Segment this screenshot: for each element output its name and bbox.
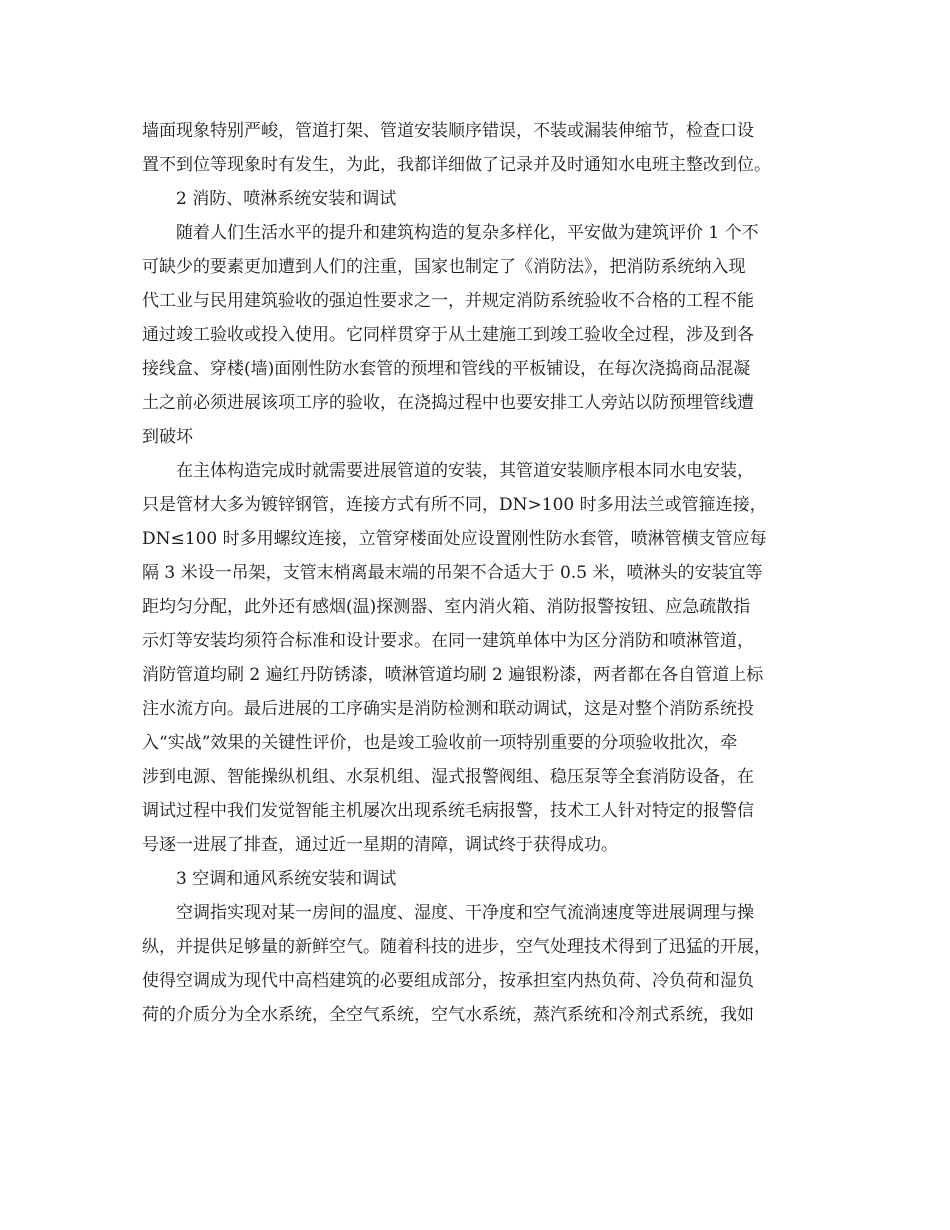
paragraph-line: 荷的介质分为全水系统，全空气系统，空气水系统，蒸汽系统和冷剂式系统，我如 [142, 1005, 754, 1025]
paragraph-line: 在主体构造完成时就需要进展管道的安装，其管道安装顺序根本同水电安装， [176, 461, 754, 481]
paragraph-line: 只是管材大多为镀锌钢管，连接方式有所不同，DN>100 时多用法兰或管箍连接， [142, 495, 767, 515]
paragraph-line: 使得空调成为现代中高档建筑的必要组成部分，按承担室内热负荷、冷负荷和湿负 [142, 971, 754, 991]
document-body [142, 114, 822, 1032]
paragraph-line: 置不到位等现象时有发生，为此，我都详细做了记录并及时通知水电班主整改到位。 [142, 155, 771, 175]
paragraph-line: 入“实战”效果的关键性评价，也是竣工验收前一项特别重要的分项验收批次，牵 [142, 733, 738, 753]
paragraph-line: 隔 3 米设一吊架，支管末梢离最末端的吊架不合适大于 0.5 米，喷淋头的安装宜等 [142, 563, 763, 583]
paragraph-line: 消防管道均刷 2 遍红丹防锈漆，喷淋管道均刷 2 遍银粉漆，两者都在各自管道上标 [142, 665, 764, 685]
paragraph-line: 到破坏 [142, 427, 193, 447]
paragraph-line: 通过竣工验收或投入使用。它同样贯穿于从土建施工到竣工验收全过程，涉及到各 [142, 325, 754, 345]
paragraph-line: 号逐一进展了排查，通过近一星期的清障，调试终于获得成功。 [142, 835, 618, 855]
paragraph-line: 随着人们生活水平的提升和建筑构造的复杂多样化，平安做为建筑评价 1 个不 [176, 223, 759, 243]
paragraph-line: 空调指实现对某一房间的温度、湿度、干净度和空气流淌速度等进展调理与操 [176, 903, 754, 923]
paragraph-line: 纵，并提供足够量的新鲜空气。随着科技的进步，空气处理技术得到了迅猛的开展， [142, 937, 771, 957]
paragraph-line: 调试过程中我们发觉智能主机屡次出现系统毛病报警，技术工人针对特定的报警信 [142, 801, 754, 821]
paragraph-line: 代工业与民用建筑验收的强迫性要求之一，并规定消防系统验收不合格的工程不能 [142, 291, 754, 311]
paragraph-line: 接线盒、穿楼(墙)面刚性防水套管的预埋和管线的平板铺设，在每次浇捣商品混凝 [142, 359, 751, 379]
paragraph-line: 墙面现象特别严峻，管道打架、管道安装顺序错误，不装或漏装伸缩节，检查口设 [142, 121, 754, 141]
section-heading: 2 消防、喷淋系统安装和调试 [176, 189, 397, 209]
section-heading: 3 空调和通风系统安装和调试 [176, 869, 397, 889]
paragraph-line: DN≤100 时多用螺纹连接，立管穿楼面处应设置刚性防水套管，喷淋管横支管应每 [142, 529, 767, 549]
paragraph-line: 可缺少的要素更加遭到人们的注重，国家也制定了《消防法》，把消防系统纳入现 [142, 257, 746, 277]
paragraph-line: 土之前必须进展该项工序的验收，在浇捣过程中也要安排工人旁站以防预埋管线遭 [142, 393, 754, 413]
paragraph-line: 示灯等安装均须符合标准和设计要求。在同一建筑单体中为区分消防和喷淋管道， [142, 631, 754, 651]
paragraph-line: 涉到电源、智能操纵机组、水泵机组、湿式报警阀组、稳压泵等全套消防设备，在 [142, 767, 754, 787]
paragraph-line: 距均匀分配，此外还有感烟(温)探测器、室内消火箱、消防报警按钮、应急疏散指 [142, 597, 751, 617]
paragraph-line: 注水流方向。最后进展的工序确实是消防检测和联动调试，这是对整个消防系统投 [142, 699, 754, 719]
